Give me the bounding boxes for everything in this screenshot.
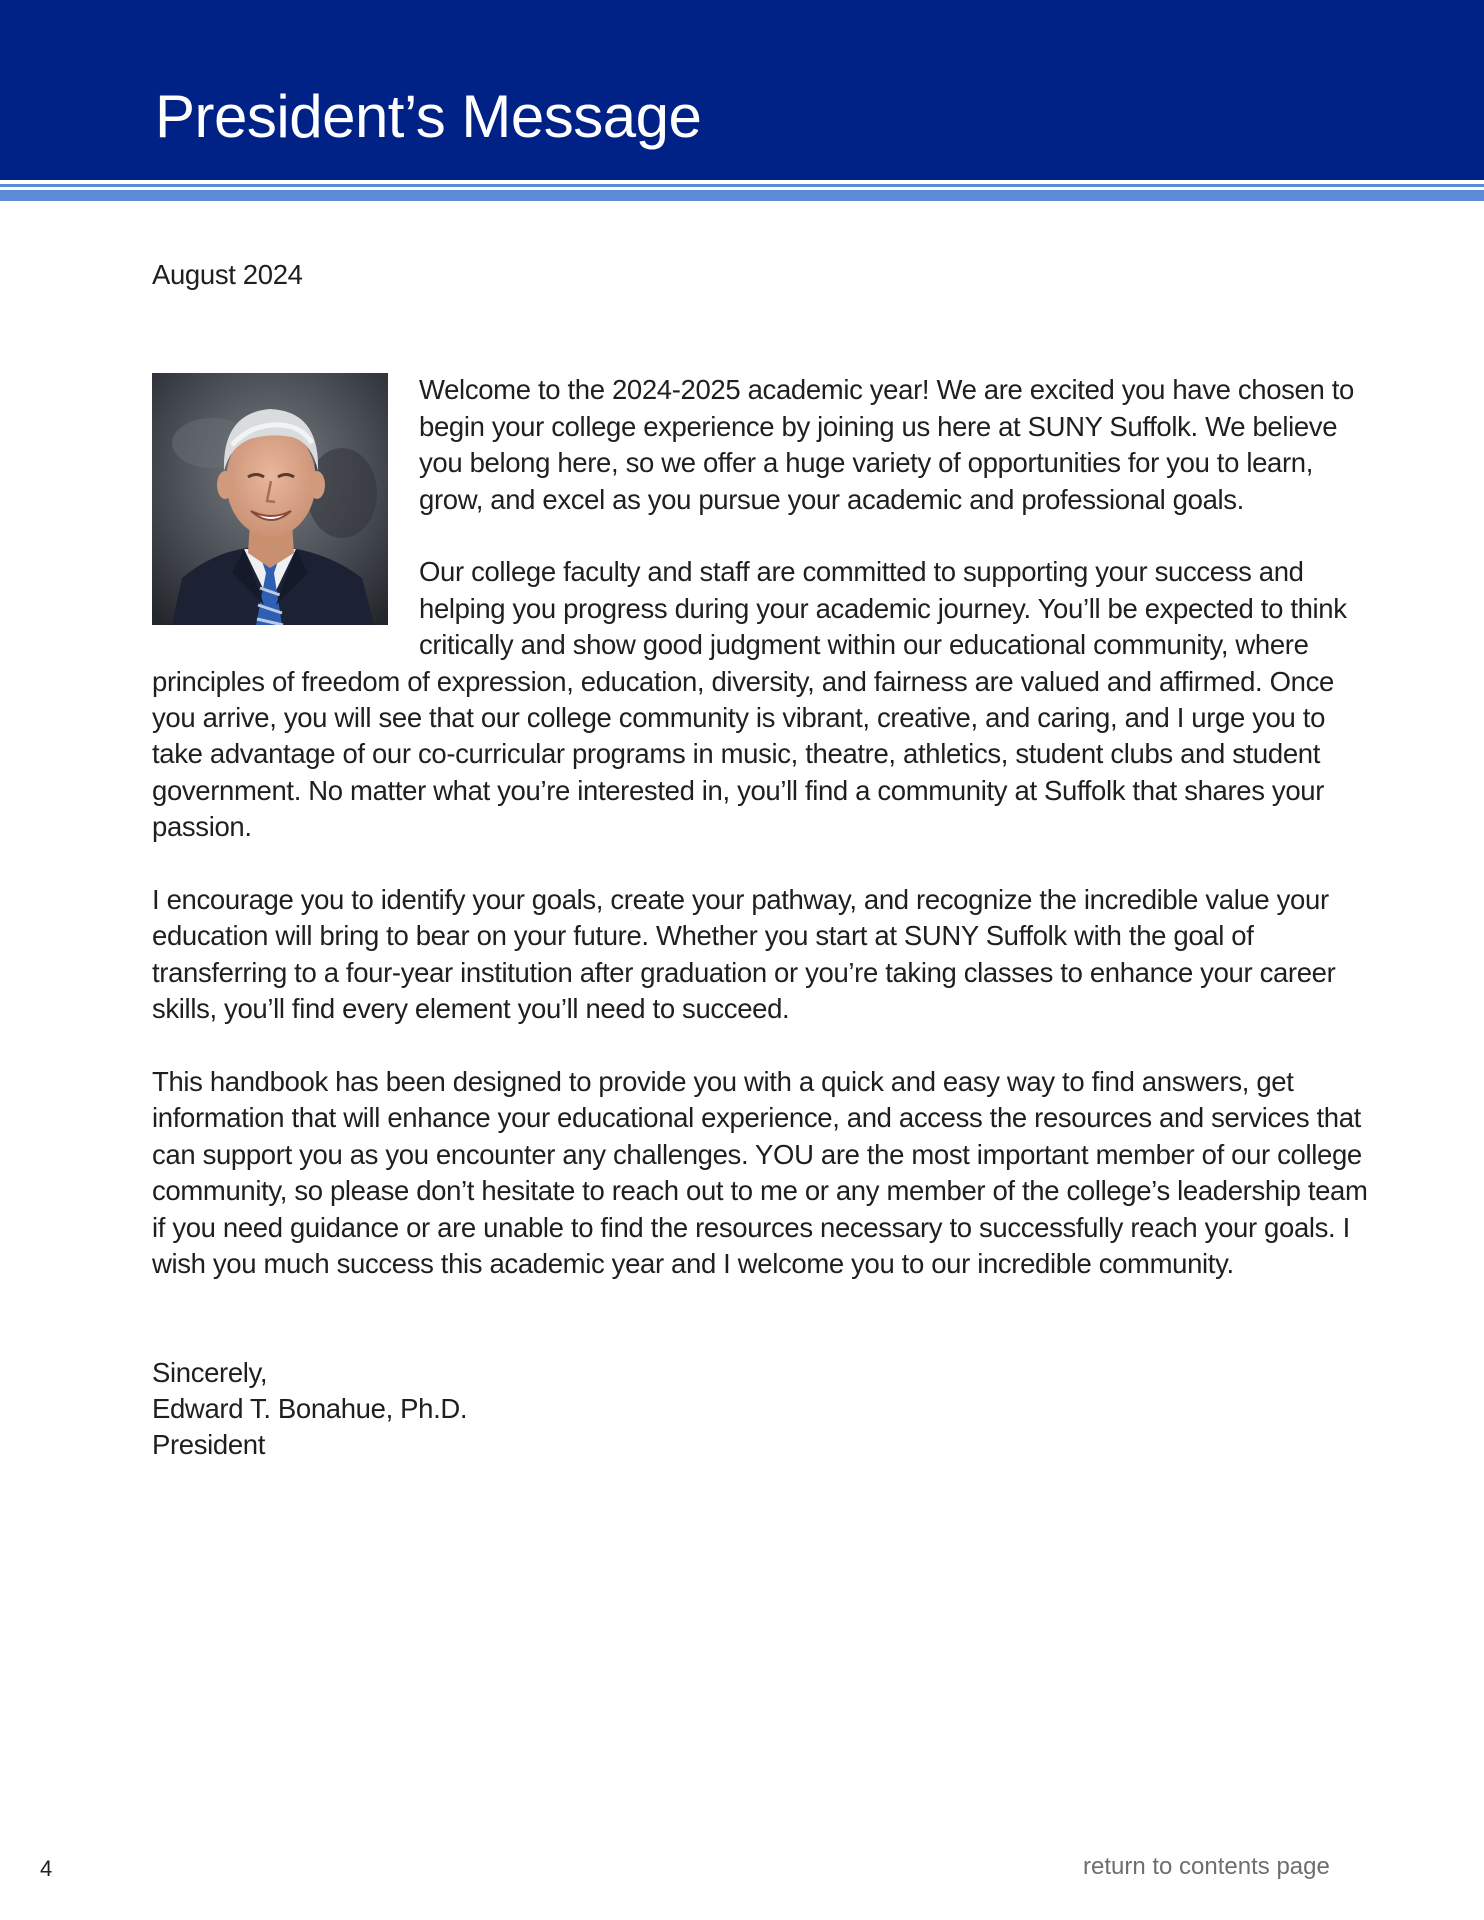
header-divider-thick xyxy=(0,190,1484,201)
president-portrait-photo xyxy=(152,373,388,625)
page-number: 4 xyxy=(40,1856,53,1881)
signer-name: Edward T. Bonahue, Ph.D. xyxy=(152,1392,468,1424)
letter-paragraph: I encourage you to identify your goals, create your pathway, and recognize the incredible value your education will bring to bear on your future. Whether you start at SUNY Suffolk with the goal of transferring to a four-year institution after graduation or you’re taking classes to enhance your career skills, you’ll find every element you’ll need to succeed. xyxy=(152,884,1336,1025)
letter-paragraph: Our college faculty and staff are committed to supporting your success and helping you progress during your academic journey. You’ll be expected to think critically and show good judgment within our educational community, where principles of freedom of expression, education, diversity, and fairness are valued and affirmed. Once you arrive, you will see that our college community is vibrant, creative, and caring, and I urge you to take advantage of our co-curricular programs in music, theatre, athletics, student clubs and student government. No matter what you’re interested in, you’ll find a community at Suffolk that shares your passion. xyxy=(152,556,1347,843)
header-banner xyxy=(0,0,1484,180)
page-title: President’s Message xyxy=(155,83,702,150)
signer-title: President xyxy=(152,1429,266,1461)
signature-block xyxy=(152,1355,1370,1464)
letter-date: August 2024 xyxy=(152,259,303,290)
letter-body xyxy=(152,372,1370,1282)
letter-paragraph: This handbook has been designed to provide you with a quick and easy way to find answers, get information that will enhance your educational experience, and access the resources and services that can support you as you encounter any challenges. YOU are the most important member of our college community, so please don’t hesitate to reach out to me or any member of the college’s leadership team if you need guidance or are unable to find the resources necessary to successfully reach your goals. I wish you much success this academic year and I welcome you to our incredible community. xyxy=(152,1066,1368,1280)
closing-text: Sincerely, xyxy=(152,1356,268,1388)
return-to-contents-link[interactable]: return to contents page xyxy=(1083,1853,1330,1880)
header-divider-thin xyxy=(0,184,1484,187)
letter-paragraph: Welcome to the 2024-2025 academic year! We are excited you have chosen to begin your college experience by joining us here at SUNY Suffolk. We believe you belong here, so we offer a huge variety of opportunities for you to learn, grow, and excel as you pursue your academic and professional goals. xyxy=(419,374,1354,515)
letter-content xyxy=(152,257,1370,1464)
